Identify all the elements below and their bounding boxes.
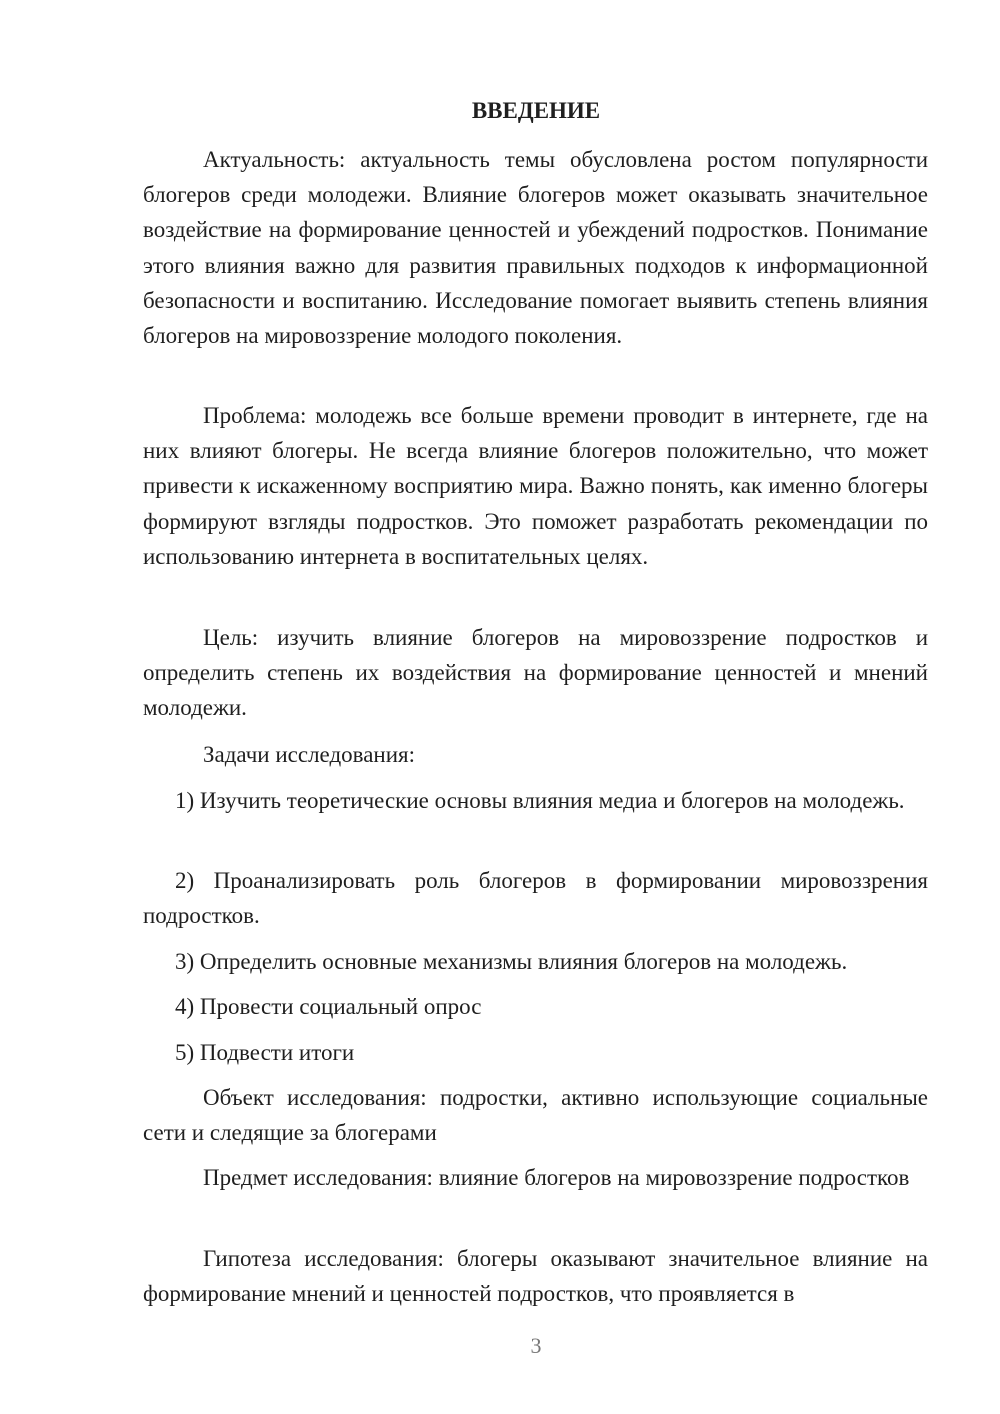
problem-paragraph: Проблема: молодежь все больше времени проводит в интернете, где на них влияют блогеры. Не всегда влияние блогеров положительно, что может привести к искаженному восприятию мира. Важно понять, как именно блогеры формируют взгляды подростков. Это поможет разработать рекомендации по использованию интернета в воспитательных целях.: [143, 403, 928, 569]
relevance-paragraph: Актуальность: актуальность темы обусловлена ростом популярности блогеров среди молодежи. Влияние блогеров может оказывать значительное воздействие на формирование ценностей и убеждений подростков. Понимание этого влияния важно для развития правильных подходов к информационной безопасности и воспитанию. Исследование помогает выявить степень влияния блогеров на мировоззрение молодого поколения.: [143, 147, 928, 349]
tasks-heading: Задачи исследования:: [203, 742, 416, 767]
task-item-1: 1) Изучить теоретические основы влияния медиа и блогеров на молодежь.: [175, 788, 905, 813]
task-item-4: 4) Провести социальный опрос: [175, 994, 482, 1019]
task-item-5: 5) Подвести итоги: [175, 1040, 355, 1065]
page-number: 3: [530, 1333, 542, 1358]
task-item-2: 2) Проанализировать роль блогеров в формировании мировоззрения подростков.: [143, 868, 928, 929]
task-item-3: 3) Определить основные механизмы влияния блогеров на молодежь.: [175, 949, 848, 974]
object-paragraph: Объект исследования: подростки, активно использующие социальные сети и следящие за блогерами: [143, 1085, 928, 1146]
subject-paragraph: Предмет исследования: влияние блогеров на мировоззрение подростков: [203, 1165, 910, 1190]
section-title: ВВЕДЕНИЕ: [471, 98, 601, 123]
hypothesis-paragraph: Гипотеза исследования: блогеры оказывают значительное влияние на формирование мнений и ценностей подростков, что проявляется в: [143, 1246, 928, 1307]
goal-paragraph: Цель: изучить влияние блогеров на мировоззрение подростков и определить степень их воздействия на формирование ценностей и мнений молодежи.: [143, 625, 928, 721]
